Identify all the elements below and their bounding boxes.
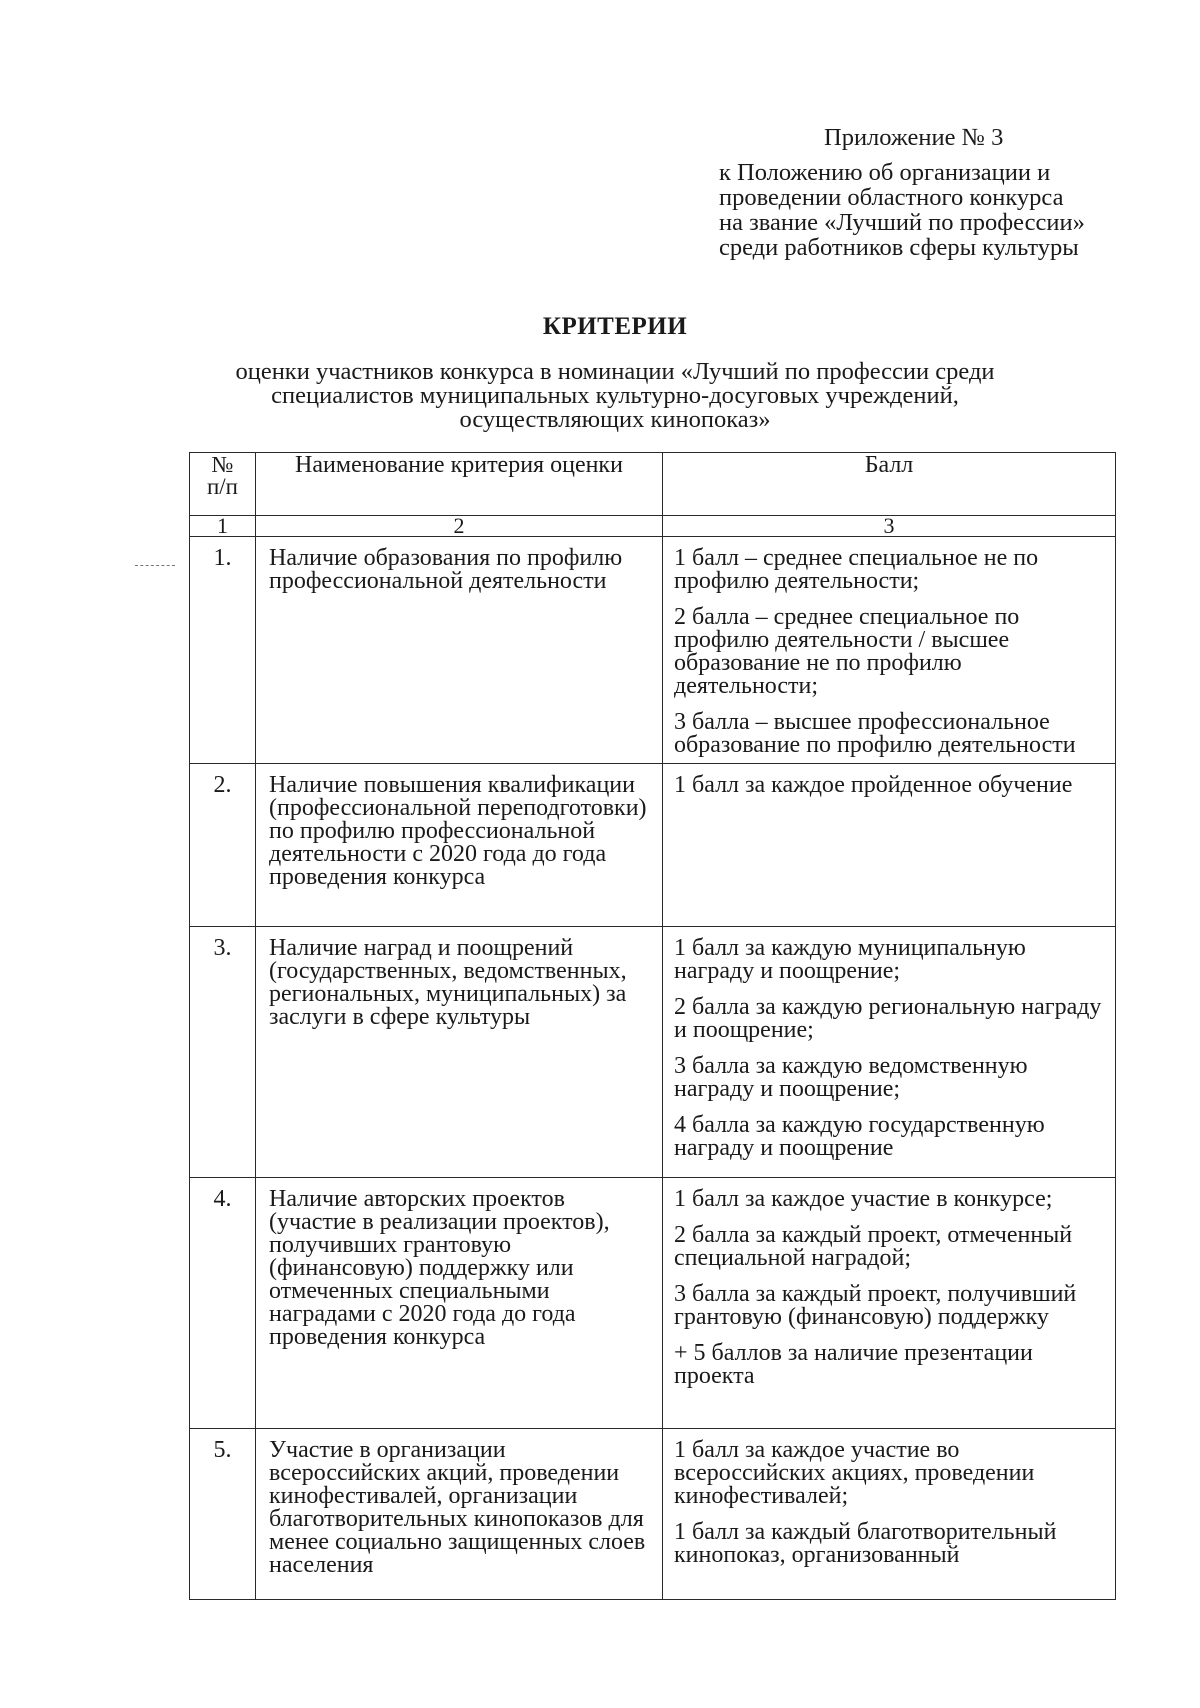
criterion-name: Наличие повышения квалификации (профессиональной переподготовки) по профилю профессиональной деятельности с 2020 года до года проведения конкурса [256, 764, 663, 927]
header-number [190, 453, 256, 516]
score-list [663, 1178, 1116, 1429]
score-item: 3 балла за каждый проект, получивший грантовую (финансовую) поддержку [674, 1281, 1077, 1330]
header-score: Балл [663, 453, 1116, 516]
table-row [190, 927, 1116, 1178]
scan-artifact-mark [135, 565, 175, 567]
score-item: 3 балла за каждую ведомственную награду и поощрение; [674, 1053, 1028, 1102]
score-item: 2 балла – среднее специальное по профилю деятельности / высшее образование не по профилю деятельности; [674, 604, 1020, 699]
score-item: 1 балл за каждый благотворительный кинопоказ, организованный [674, 1519, 1057, 1568]
column-number: 3 [663, 516, 1116, 537]
table-row [190, 537, 1116, 764]
score-item: 1 балл – среднее специальное не по профилю деятельности; [674, 545, 1039, 594]
table-row [190, 1178, 1116, 1429]
score-item: 3 балла – высшее профессиональное образование по профилю деятельности [674, 709, 1076, 758]
column-numbers-row [190, 516, 1116, 537]
row-number: 5. [190, 1429, 256, 1600]
criterion-name: Наличие авторских проектов (участие в реализации проектов), получивших грантовую (финансовую) поддержку или отмеченных специальными наградами с 2020 года до года проведения конкурса [256, 1178, 663, 1429]
criteria-table [189, 452, 1116, 1600]
appendix-line: к Положению об организации и [719, 159, 1051, 186]
score-item: 1 балл за каждое участие в конкурсе; [674, 1186, 1053, 1212]
table-row [190, 1429, 1116, 1600]
score-item: 1 балл за каждое пройденное обучение [674, 772, 1073, 798]
table-header-row [190, 453, 1116, 516]
document-heading [150, 312, 1080, 432]
subtitle-line: осуществляющих кинопоказ» [459, 406, 771, 433]
column-number: 2 [256, 516, 663, 537]
column-number: 1 [190, 516, 256, 537]
document-title: КРИТЕРИИ [542, 313, 688, 340]
row-number: 2. [190, 764, 256, 927]
score-item: + 5 баллов за наличие презентации проекта [674, 1340, 1033, 1389]
criterion-name: Участие в организации всероссийских акций, проведении кинофестивалей, организации благотворительных кинопоказов для менее социально защищенных слоев населения [256, 1429, 663, 1600]
table-row [190, 764, 1116, 927]
criterion-name: Наличие наград и поощрений (государственных, ведомственных, региональных, муниципальных) за заслуги в сфере культуры [256, 927, 663, 1178]
score-item: 1 балл за каждое участие во всероссийских акциях, проведении кинофестивалей; [674, 1437, 1035, 1509]
score-list [663, 764, 1116, 927]
score-list [663, 1429, 1116, 1600]
criterion-name: Наличие образования по профилю профессиональной деятельности [256, 537, 663, 764]
row-number: 3. [190, 927, 256, 1178]
document-subtitle [150, 360, 1080, 432]
appendix-line: на звание «Лучший по профессии» [719, 209, 1085, 236]
header-number-symbol: № [211, 452, 234, 477]
score-item: 2 балла за каждую региональную награду и поощрение; [674, 994, 1102, 1043]
score-item: 4 балла за каждую государственную награду и поощрение [674, 1112, 1045, 1161]
score-item: 1 балл за каждую муниципальную награду и поощрение; [674, 935, 1026, 984]
appendix-line: проведении областного конкурса [719, 184, 1064, 211]
subtitle-line: специалистов муниципальных культурно-досуговых учреждений, [271, 382, 959, 409]
score-item: 2 балла за каждый проект, отмеченный специальной наградой; [674, 1222, 1073, 1271]
score-list [663, 537, 1116, 764]
row-number: 1. [190, 537, 256, 764]
header-criterion-name: Наименование критерия оценки [256, 453, 663, 516]
row-number: 4. [190, 1178, 256, 1429]
header-number-abbr: п/п [206, 474, 238, 499]
appendix-line: среди работников сферы культуры [719, 234, 1079, 261]
appendix-block [719, 125, 1159, 260]
appendix-title: Приложение № 3 [824, 124, 1004, 151]
score-list [663, 927, 1116, 1178]
subtitle-line: оценки участников конкурса в номинации «Лучший по профессии среди [235, 358, 995, 385]
